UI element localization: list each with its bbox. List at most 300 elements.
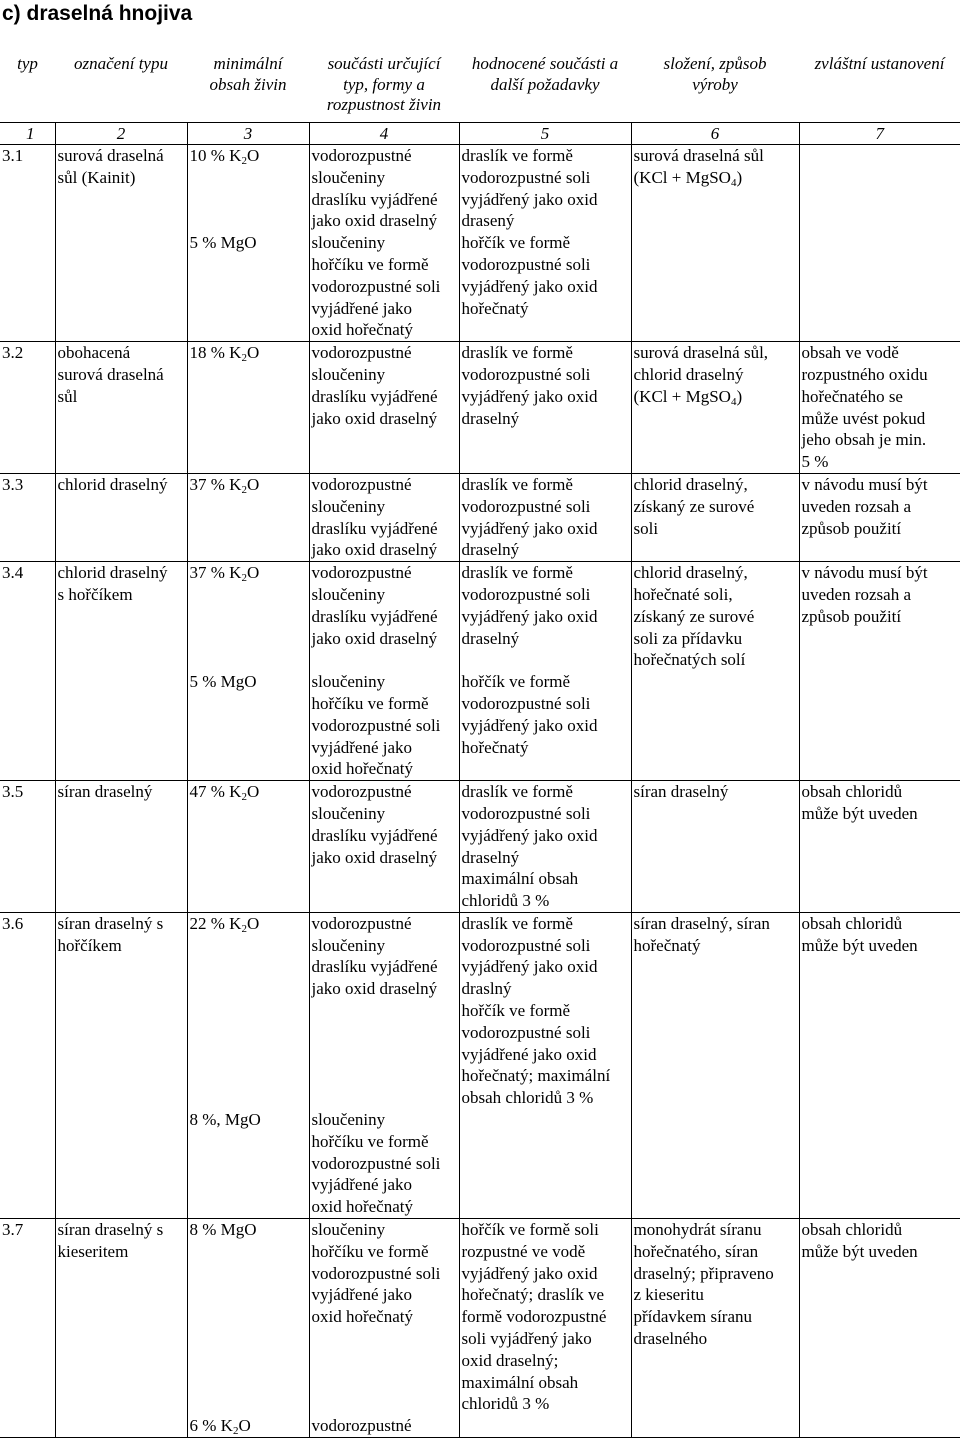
cell-min-content	[187, 473, 309, 561]
col-header-minimalni-obsah	[187, 54, 309, 123]
min-content-value	[190, 145, 307, 167]
min-content-value-text: 6 % K	[189, 1416, 233, 1436]
component-line: draslíku vyjádřené	[311, 606, 438, 626]
line-spacer	[190, 1087, 307, 1109]
evaluated-line: vyjádřený jako oxid	[461, 386, 598, 406]
line-spacer	[190, 584, 307, 606]
composition-line-text: chlorid draselný,	[633, 563, 748, 583]
component-line: sloučeniny	[311, 803, 386, 823]
cell-evaluated	[459, 342, 631, 474]
composition-line-text: (KCl + MgSO	[633, 386, 731, 406]
component-line	[312, 1087, 457, 1109]
cell-evaluated	[459, 145, 631, 342]
col-header-hodnocene	[459, 54, 631, 123]
cell-name	[55, 145, 187, 342]
type-name-line: surová draselná	[57, 364, 164, 384]
component-line	[312, 1350, 457, 1372]
composition-line	[634, 386, 797, 408]
component-line: vodorozpustné	[311, 146, 412, 165]
min-content-value	[190, 232, 307, 254]
cell-min-content	[187, 145, 309, 342]
evaluated-line: hořečnatý	[461, 737, 529, 757]
cell-components	[309, 562, 459, 781]
component-line: jako oxid draselný	[311, 979, 438, 999]
cell-name	[55, 1219, 187, 1438]
component-line: draslíku vyjádřené	[311, 189, 438, 209]
component-line: draslíku vyjádřené	[311, 957, 438, 977]
evaluated-line: draslík ve formě	[461, 474, 573, 494]
evaluated-line: obsah chloridů 3 %	[461, 1088, 594, 1108]
cell-min-content	[187, 1219, 309, 1438]
line-spacer	[190, 1000, 307, 1022]
composition-line-text: síran draselný	[633, 782, 729, 802]
evaluated-line: vyjádřený jako oxid	[461, 825, 598, 845]
provision-line: může uvést pokud	[801, 408, 926, 428]
type-name-line: síran draselný	[57, 782, 153, 802]
evaluated-line: vodorozpustné soli	[461, 1022, 591, 1042]
component-line: draslíku vyjádřené	[311, 518, 438, 538]
col-header-slozeni	[631, 54, 799, 123]
evaluated-line	[462, 649, 629, 671]
table-row	[0, 145, 960, 342]
component-line: vodorozpustné soli	[311, 276, 441, 296]
column-number: 4	[309, 123, 459, 145]
component-line: oxid hořečnatý	[311, 320, 413, 340]
cell-min-content	[187, 562, 309, 781]
line-spacer	[190, 649, 307, 671]
component-line: vodorozpustné	[311, 782, 412, 802]
composition-line	[634, 606, 797, 628]
composition-line-text: chlorid draselný,	[633, 474, 748, 494]
table-row	[0, 473, 960, 561]
header-line: rozpustnost živin	[326, 95, 442, 114]
component-line: oxid hořečnatý	[311, 1197, 413, 1217]
cell-composition	[631, 145, 799, 342]
line-spacer	[190, 1372, 307, 1394]
composition-line-text: přídavkem síranu	[633, 1307, 752, 1327]
min-content-value-text: 10 % K	[189, 146, 242, 165]
min-content-value-text: 5 % MgO	[189, 233, 257, 253]
evaluated-line: vyjádřený jako oxid	[461, 606, 598, 626]
composition-line	[634, 474, 797, 496]
evaluated-line: vyjádřený jako oxid	[461, 189, 598, 209]
composition-line-text: hořečnatých solí	[633, 650, 746, 670]
evaluated-line: draslný	[461, 979, 512, 999]
header-line: minimální	[213, 54, 283, 73]
composition-line	[634, 1306, 797, 1328]
line-spacer	[190, 1328, 307, 1350]
header-line: výroby	[692, 74, 738, 94]
component-line: sloučeniny	[311, 233, 386, 253]
component-line: vodorozpustné soli	[311, 1153, 441, 1173]
type-name-line: chlorid draselný	[57, 563, 168, 583]
component-line: sloučeniny	[311, 496, 386, 516]
composition-line	[634, 1219, 797, 1241]
composition-line	[634, 518, 797, 540]
component-line: vyjádřené jako	[311, 298, 413, 318]
composition-line-text: hořečnaté soli,	[633, 584, 733, 604]
component-line: oxid hořečnatý	[311, 759, 413, 779]
component-line: vodorozpustné	[311, 563, 412, 583]
evaluated-line: vodorozpustné soli	[461, 167, 591, 187]
evaluated-line: maximální obsah	[461, 1372, 579, 1392]
component-line: jako oxid draselný	[311, 847, 438, 867]
min-content-value-text-end: O	[246, 343, 260, 363]
composition-line-text: získaný ze surové	[633, 496, 755, 516]
component-line: jako oxid draselný	[311, 211, 438, 231]
component-line: vodorozpustné soli	[311, 1263, 441, 1283]
component-line	[312, 1022, 457, 1044]
cell-typ	[0, 342, 55, 474]
composition-line-text: surová draselná sůl	[633, 146, 764, 165]
composition-line	[634, 342, 797, 364]
evaluated-line: vyjádřený jako oxid	[461, 1263, 598, 1283]
cell-special-provisions	[799, 912, 960, 1218]
min-content-value-text: 37 % K	[189, 563, 242, 583]
cell-name	[55, 912, 187, 1218]
cell-composition	[631, 1219, 799, 1438]
column-number: 7	[799, 123, 960, 145]
component-line: vodorozpustné	[311, 474, 412, 494]
composition-line-subscript: 4	[730, 176, 737, 189]
evaluated-line: maximální obsah	[461, 869, 579, 889]
component-line: hořčíku ve formě	[311, 1241, 429, 1261]
cell-components	[309, 145, 459, 342]
header-line: označení typu	[74, 54, 168, 73]
line-spacer	[190, 935, 307, 957]
min-content-value-subscript: 2	[241, 922, 247, 935]
col-header-zvlastni	[799, 54, 960, 123]
min-content-value-text: 5 % MgO	[189, 672, 257, 692]
column-number-row	[0, 123, 960, 145]
cell-components	[309, 1219, 459, 1438]
cell-min-content	[187, 781, 309, 913]
header-row	[0, 54, 960, 123]
type-number: 3.4	[2, 563, 24, 583]
type-name-line: hořčíkem	[57, 935, 122, 955]
component-line: sloučeniny	[311, 1220, 386, 1240]
cell-typ	[0, 145, 55, 342]
composition-line-text: (KCl + MgSO	[633, 167, 731, 187]
component-line: vyjádřené jako	[311, 1285, 413, 1305]
column-number: 1	[0, 123, 55, 145]
min-content-value-subscript: 2	[241, 483, 247, 496]
min-content-value-text-end: O	[246, 146, 260, 165]
component-line: vodorozpustné	[311, 343, 412, 363]
component-line: vyjádřené jako	[311, 737, 413, 757]
type-name-line: chlorid draselný	[57, 474, 168, 494]
composition-line-text: surová draselná sůl,	[633, 343, 769, 363]
composition-line-text-end: )	[736, 386, 743, 406]
component-line: vodorozpustné	[311, 913, 412, 933]
component-line: jako oxid draselný	[311, 628, 438, 648]
component-line: sloučeniny	[311, 364, 386, 384]
composition-line-subscript: 4	[730, 395, 737, 408]
min-content-value-subscript: 2	[241, 352, 247, 365]
line-spacer	[190, 1284, 307, 1306]
evaluated-line: draselný	[461, 408, 520, 428]
table-row	[0, 912, 960, 1218]
provision-line: obsah chloridů	[801, 1220, 903, 1240]
line-spacer	[190, 606, 307, 628]
composition-line-text: z kieseritu	[633, 1285, 704, 1305]
evaluated-line: draselný	[461, 540, 520, 560]
table-row	[0, 562, 960, 781]
type-number: 3.7	[2, 1220, 24, 1240]
type-name-line: síran draselný s	[57, 913, 164, 933]
type-number: 3.5	[2, 782, 24, 802]
line-spacer	[190, 978, 307, 1000]
cell-evaluated	[459, 562, 631, 781]
min-content-value	[190, 1109, 307, 1131]
type-name-line: obohacená	[57, 343, 131, 363]
min-content-value	[190, 781, 307, 803]
component-line	[312, 1393, 457, 1415]
type-number: 3.3	[2, 474, 24, 494]
min-content-value	[190, 562, 307, 584]
min-content-value	[190, 474, 307, 496]
evaluated-line: hořečnatý; draslík ve	[461, 1285, 605, 1305]
fertilizer-table	[0, 54, 960, 1438]
header-line: obsah živin	[209, 74, 287, 94]
table-body	[0, 145, 960, 1438]
min-content-value-text-end: O	[246, 474, 260, 494]
cell-name	[55, 781, 187, 913]
column-number: 5	[459, 123, 631, 145]
composition-line-text: draselného	[633, 1329, 708, 1349]
cell-min-content	[187, 342, 309, 474]
component-line: sloučeniny	[311, 672, 386, 692]
provision-line: způsob použití	[801, 606, 902, 626]
evaluated-line: vyjádřené jako oxid	[461, 1044, 597, 1064]
provision-line: rozpustného oxidu	[801, 364, 928, 384]
component-line	[312, 1000, 457, 1022]
evaluated-line: draslík ve formě	[461, 563, 573, 583]
type-name-line: surová draselná	[57, 146, 164, 165]
min-content-value-text: 18 % K	[189, 343, 242, 363]
cell-components	[309, 781, 459, 913]
header-line: složení, způsob	[663, 54, 767, 73]
composition-line-text: draselný; připraveno	[633, 1263, 774, 1283]
composition-line	[634, 1328, 797, 1350]
evaluated-line: drasený	[461, 211, 515, 231]
min-content-value	[190, 913, 307, 935]
type-name-line: síran draselný s	[57, 1220, 164, 1240]
evaluated-line: hořečnatý	[461, 298, 529, 318]
evaluated-line: hořčík ve formě	[461, 233, 571, 253]
cell-composition	[631, 562, 799, 781]
cell-composition	[631, 342, 799, 474]
table-row	[0, 342, 960, 474]
line-spacer	[190, 956, 307, 978]
provision-line: uveden rozsah a	[801, 584, 912, 604]
evaluated-line: oxid draselný;	[461, 1350, 559, 1370]
cell-typ	[0, 562, 55, 781]
evaluated-line: vodorozpustné soli	[461, 364, 591, 384]
evaluated-line: vodorozpustné soli	[461, 496, 591, 516]
composition-line	[634, 364, 797, 386]
cell-min-content	[187, 912, 309, 1218]
type-number: 3.2	[2, 343, 24, 363]
provision-line: způsob použití	[801, 518, 902, 538]
min-content-value-text-end: O	[238, 1416, 251, 1436]
cell-evaluated	[459, 912, 631, 1218]
composition-line	[634, 1241, 797, 1263]
evaluated-line: vodorozpustné soli	[461, 584, 591, 604]
evaluated-line: vodorozpustné soli	[461, 254, 591, 274]
type-name-line: s hořčíkem	[57, 584, 133, 604]
type-number: 3.1	[2, 146, 24, 165]
evaluated-line: draselný	[461, 847, 520, 867]
cell-special-provisions	[799, 342, 960, 474]
header-line: zvláštní ustanovení	[814, 54, 945, 73]
cell-special-provisions	[799, 1219, 960, 1438]
composition-line	[634, 935, 797, 957]
component-line	[312, 1065, 457, 1087]
composition-line	[634, 1284, 797, 1306]
composition-line	[634, 145, 797, 167]
cell-special-provisions	[799, 562, 960, 781]
composition-line	[634, 167, 797, 189]
col-header-soucasti	[309, 54, 459, 123]
cell-evaluated	[459, 781, 631, 913]
evaluated-line: draslík ve formě	[461, 782, 573, 802]
composition-line-text: hořečnatého, síran	[633, 1241, 759, 1261]
cell-special-provisions	[799, 781, 960, 913]
composition-line-text: hořečnatý	[633, 935, 701, 955]
evaluated-line: chloridů 3 %	[461, 1394, 550, 1414]
composition-line-text: síran draselný, síran	[633, 913, 770, 933]
cell-composition	[631, 912, 799, 1218]
composition-line	[634, 781, 797, 803]
provision-line: může být uveden	[801, 803, 918, 823]
col-header-typ	[0, 54, 55, 123]
evaluated-line: draslík ve formě	[461, 146, 573, 165]
evaluated-line: vyjádřený jako oxid	[461, 715, 598, 735]
component-line: hořčíku ve formě	[311, 1131, 429, 1151]
composition-line-text: monohydrát síranu	[633, 1220, 762, 1240]
header-line: hodnocené součásti a	[471, 54, 619, 73]
evaluated-line: draslík ve formě	[461, 343, 573, 363]
section-heading: c) draselná hnojiva	[2, 2, 193, 25]
cell-components	[309, 912, 459, 1218]
provision-line: obsah chloridů	[801, 782, 903, 802]
column-number: 6	[631, 123, 799, 145]
composition-line	[634, 913, 797, 935]
cell-name	[55, 342, 187, 474]
component-line: oxid hořečnatý	[311, 1307, 413, 1327]
provision-line: obsah chloridů	[801, 913, 903, 933]
cell-special-provisions	[799, 145, 960, 342]
cell-name	[55, 562, 187, 781]
cell-typ	[0, 473, 55, 561]
composition-line-text-end: )	[736, 167, 743, 187]
evaluated-line: vodorozpustné soli	[461, 935, 591, 955]
evaluated-line: chloridů 3 %	[461, 891, 550, 911]
provision-line: obsah ve vodě	[801, 343, 899, 363]
line-spacer	[190, 1350, 307, 1372]
min-content-value-subscript: 2	[241, 155, 247, 167]
min-content-value-text-end: O	[246, 913, 260, 933]
header-line: typ, formy a	[343, 74, 425, 94]
component-line	[312, 649, 457, 671]
evaluated-line: draslík ve formě	[461, 913, 573, 933]
component-line: hořčíku ve formě	[311, 693, 429, 713]
component-line: sloučeniny	[311, 935, 386, 955]
evaluated-line: vyjádřený jako oxid	[461, 276, 598, 296]
component-line	[312, 1328, 457, 1350]
min-content-value-text: 8 % MgO	[189, 1220, 257, 1240]
composition-line	[634, 649, 797, 671]
composition-line-text: soli	[633, 518, 659, 538]
cell-evaluated	[459, 1219, 631, 1438]
component-line: draslíku vyjádřené	[311, 386, 438, 406]
cell-composition	[631, 473, 799, 561]
cell-evaluated	[459, 473, 631, 561]
cell-components	[309, 342, 459, 474]
evaluated-line: draselný	[461, 628, 520, 648]
component-line	[312, 1044, 457, 1066]
composition-line	[634, 1263, 797, 1285]
evaluated-line: soli vyjádřený jako	[461, 1329, 592, 1349]
evaluated-line: hořečnatý; maximální	[461, 1066, 611, 1086]
header-line: další požadavky	[490, 74, 600, 94]
provision-line: jeho obsah je min.	[801, 430, 927, 450]
line-spacer	[190, 1306, 307, 1328]
line-spacer	[190, 189, 307, 211]
component-line: vodorozpustné	[311, 1416, 412, 1436]
component-line: vyjádřené jako	[311, 1175, 413, 1195]
line-spacer	[190, 1393, 307, 1415]
evaluated-line: hořčík ve formě soli	[461, 1220, 599, 1240]
min-content-value-subscript: 2	[232, 1425, 239, 1438]
evaluated-line: hořčík ve formě	[461, 672, 571, 692]
composition-line	[634, 628, 797, 650]
evaluated-line: vodorozpustné soli	[461, 693, 591, 713]
min-content-value-subscript: 2	[241, 791, 247, 804]
component-line: sloučeniny	[311, 1110, 386, 1130]
composition-line	[634, 496, 797, 518]
provision-line: v návodu musí být	[801, 474, 928, 494]
min-content-value	[190, 671, 307, 693]
composition-line-text: soli za přídavku	[633, 628, 743, 648]
composition-line	[634, 584, 797, 606]
cell-typ	[0, 912, 55, 1218]
min-content-value-text: 47 % K	[189, 782, 242, 802]
type-name-line: kieseritem	[57, 1241, 129, 1261]
evaluated-line: hořčík ve formě	[461, 1001, 571, 1021]
component-line: draslíku vyjádřené	[311, 825, 438, 845]
cell-typ	[0, 1219, 55, 1438]
provision-line: 5 %	[801, 452, 829, 472]
type-number: 3.6	[2, 913, 24, 933]
provision-line: může být uveden	[801, 1241, 918, 1261]
cell-components	[309, 473, 459, 561]
provision-line: v návodu musí být	[801, 563, 928, 583]
line-spacer	[190, 1241, 307, 1263]
cell-special-provisions	[799, 473, 960, 561]
column-number: 2	[55, 123, 187, 145]
min-content-value-text-end: O	[246, 563, 260, 583]
component-line	[312, 1372, 457, 1394]
min-content-value-text: 37 % K	[189, 474, 242, 494]
header-line: typ	[17, 54, 38, 73]
evaluated-line: vodorozpustné soli	[461, 803, 591, 823]
provision-line: může být uveden	[801, 935, 918, 955]
provision-line: hořečnatého se	[801, 386, 903, 406]
composition-line-text: získaný ze surové	[633, 606, 755, 626]
line-spacer	[190, 1065, 307, 1087]
